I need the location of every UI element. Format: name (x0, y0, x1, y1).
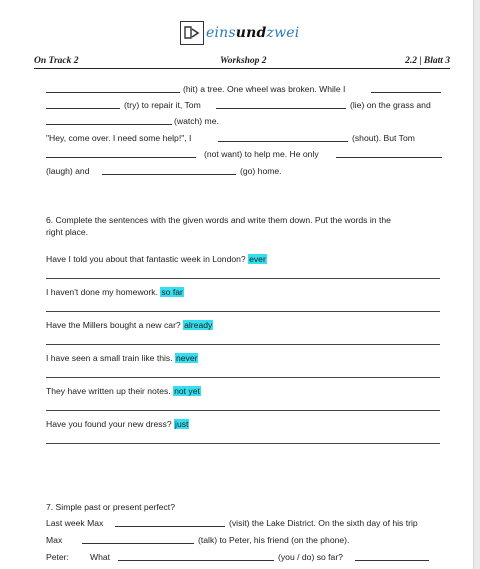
ex5-line5-text: (not want) to help me. He only (204, 149, 319, 159)
ex7-line3a-text: Peter: (46, 552, 69, 562)
ex6-item-sentence: I haven't done my homework. (46, 287, 158, 297)
ex6-item-word-highlight: ever (249, 254, 266, 264)
answer-line[interactable] (46, 443, 440, 444)
ex6-item-2 (46, 287, 184, 297)
ex6-item-word-highlight: not yet (174, 386, 200, 396)
page-edge-shadow (473, 0, 480, 569)
ex6-item-sentence: Have I told you about that fantastic week in London? (46, 254, 246, 264)
blank-line[interactable] (336, 157, 442, 158)
ex7-line3c-text: (you / do) so far? (278, 552, 343, 562)
answer-line[interactable] (46, 410, 440, 411)
logo-text-zwei: zwei (266, 25, 300, 41)
logo-emblem-icon (180, 21, 204, 45)
ex5-line2a-text: (try) to repair it, Tom (124, 100, 201, 110)
ex6-instruction-line1: 6. Complete the sentences with the given words and write them down. Put the words in the (46, 215, 391, 225)
blank-line[interactable] (102, 174, 236, 175)
logo-text-eins: eins (206, 25, 236, 41)
ex6-item-word-highlight: so far (161, 287, 183, 297)
blank-line[interactable] (46, 108, 120, 109)
ex5-line4a-text: "Hey, come over. I need some help!", I (46, 133, 192, 143)
ex6-item-3 (46, 320, 213, 330)
ex6-item-word-highlight: already (184, 320, 213, 330)
answer-line[interactable] (46, 377, 440, 378)
ex5-line3-text: (watch) me. (174, 116, 219, 126)
ex7-line2b-text: (talk) to Peter, his friend (on the phone). (198, 535, 350, 545)
ex5-line6a-text: (laugh) and (46, 166, 90, 176)
blank-line[interactable] (82, 543, 194, 544)
ex5-line2b-text: (lie) on the grass and (350, 100, 431, 110)
ex7-line2a-text: Max (46, 535, 63, 545)
header-book-title: On Track 2 (34, 56, 79, 66)
ex5-line6b-text: (go) home. (240, 166, 282, 176)
blank-line[interactable] (46, 157, 196, 158)
blank-line[interactable] (218, 141, 348, 142)
blank-line[interactable] (118, 560, 274, 561)
blank-line[interactable] (355, 560, 429, 561)
ex6-item-sentence: They have written up their notes. (46, 386, 171, 396)
header-workshop: Workshop 2 (220, 56, 267, 66)
ex6-item-1 (46, 254, 267, 264)
ex6-item-sentence: Have you found your new dress? (46, 419, 172, 429)
ex7-line1b-text: (visit) the Lake District. On the sixth day of his trip (229, 518, 418, 528)
logo-text (206, 25, 299, 41)
ex6-item-5 (46, 386, 201, 396)
answer-line[interactable] (46, 278, 440, 279)
answer-line[interactable] (46, 311, 440, 312)
ex5-line1-text: (hit) a tree. One wheel was broken. While I (183, 84, 346, 94)
header-sheet-number: 2.2 | Blatt 3 (405, 56, 450, 66)
ex6-instruction-line2: right place. (46, 227, 89, 237)
ex6-item-word-highlight: never (175, 353, 198, 363)
ex7-title: 7. Simple past or present perfect? (46, 502, 175, 512)
ex6-item-word-highlight: just (175, 419, 189, 429)
ex7-line1a-text: Last week Max (46, 518, 104, 528)
logo-text-und: und (235, 25, 267, 41)
blank-line[interactable] (46, 124, 172, 125)
ex6-item-sentence: I have seen a small train like this. (46, 353, 173, 363)
ex6-item-sentence: Have the Millers bought a new car? (46, 320, 181, 330)
page-header (34, 56, 450, 69)
blank-line[interactable] (371, 92, 441, 93)
ex7-line3b-text: What (90, 552, 111, 562)
blank-line[interactable] (46, 92, 180, 93)
ex5-line4b-text: (shout). But Tom (352, 133, 415, 143)
ex6-item-6 (46, 419, 189, 429)
blank-line[interactable] (115, 526, 225, 527)
einsundzwei-logo (180, 20, 299, 46)
ex6-item-4 (46, 353, 198, 363)
answer-line[interactable] (46, 344, 440, 345)
blank-line[interactable] (216, 108, 346, 109)
